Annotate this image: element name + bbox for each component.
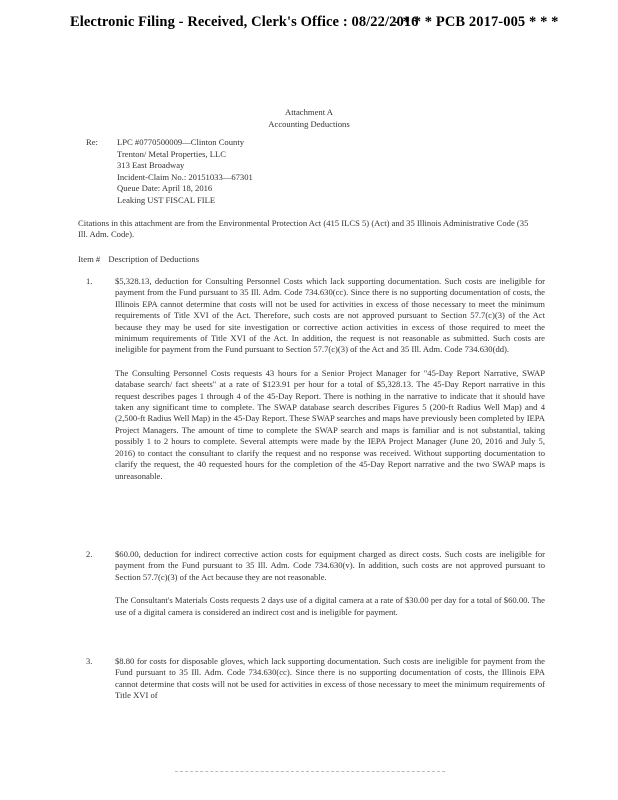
attachment-title [0, 106, 618, 130]
items-header [78, 254, 205, 265]
item-number: 1. [86, 276, 93, 286]
re-line: Leaking UST FISCAL FILE [117, 194, 216, 205]
re-line: Queue Date: April 18, 2016 [117, 183, 213, 194]
deduction-item [78, 656, 545, 702]
item-paragraph: $8.80 for costs for disposable gloves, which lack supporting documentation. Such costs are ineligible for payment from the Fund pursuant to 35 Ill. Adm. Code 734.630(cc). Since there is no supporting documentation of costs, the Illinois EPA cannot determine that costs will not be used for activities in excess of those necessary to meet the minimum requirements of Title XVI of [115, 656, 545, 701]
re-line: Incident-Claim No.: 20151033—67301 [117, 171, 253, 182]
item-number: 3. [86, 656, 93, 666]
deduction-item [78, 549, 545, 618]
item-paragraph: The Consulting Personnel Costs requests 43 hours for a Senior Project Manager for "45-Day Report Narrative, SWAP database search/ fact sheets" at a rate of $123.91 per hour for a total of $5,328.13. The 45-Day Report narrative in this request describes pages 1 through 4 of the 45-Day Report. There is nothing in the narrative to indicate that it should have taken any significant time to complete. The SWAP database search describes Figures 5 (200-ft Radius Well Map) and 4 (2,500-ft Radius Well Map) in the 45-Day Report. These SWAP searches and maps have previously been completed by IEPA Project Managers. The amount of time to complete the SWAP search and maps is familiar and is not substantial, taking possibly 1 to 2 hours to complete. Several attempts were made by the IEPA Project Manager (June 20, 2016 and July 5, 2016) to contact the consultant to clarify the request and no response was received. Without supporting documentation to clarify the request, the 40 requested hours for the completion of the 45-Day Report narrative and the two SWAP maps is unreasonable. [115, 367, 545, 481]
item-paragraph: $60.00, deduction for indirect corrective action costs for equipment charged as direct costs. Such costs are ineligible for payment from the Fund pursuant to 35 Ill. Adm. Code 734.630(v). In addition, such costs are not approved pursuant to Section 57.7(c)(3) of the Act because they are not reasonable. [115, 549, 545, 582]
re-line: Trenton/ Metal Properties, LLC [117, 148, 227, 159]
footer-divider [175, 771, 445, 772]
re-block [117, 137, 253, 207]
pcb-number: - * * * PCB 2017-005 * * * [394, 14, 559, 30]
citation-paragraph: Citations in this attachment are from the Environmental Protection Act (415 ILCS 5) (Act) and 35 Illinois Administrative Code (35 Ill. Adm. Code). [78, 218, 529, 240]
deduction-item [78, 276, 545, 482]
description-heading: Description of Deductions [108, 254, 200, 264]
item-number: 2. [86, 549, 93, 559]
item-paragraph: $5,328.13, deduction for Consulting Personnel Costs which lack supporting documentation. Such costs are ineligible for payment from the Fund pursuant to 35 Ill. Adm. Code 734.630(cc). Since there is no supporting documentation of costs, the Illinois EPA cannot determine that costs will not be used for activities in excess of those necessary to meet the minimum requirements of Title XVI of the Act. Therefore, such costs are not approved pursuant to Section 57.7(c)(3) of the Act because they may be used for site investigation or corrective action activities in excess of those required to meet the minimum requirements of Title XVI of the Act. In addition, the request is not reasonable as submitted. Such costs are ineligible for payment from the Fund pursuant to Section 57.7(c)(3) of the Act and 35 Ill. Adm. Code 734.630(dd). [115, 276, 545, 355]
attachment-subtitle: Accounting Deductions [268, 119, 350, 129]
attachment-label: Attachment A [285, 107, 333, 117]
re-line: LPC #0770500009—Clinton County [117, 137, 245, 147]
filing-stamp: Electronic Filing - Received, Clerk's Office : 08/22/2016 [70, 14, 419, 30]
item-number-heading: Item # [78, 254, 101, 264]
re-label: Re: [86, 137, 98, 147]
re-line: 313 East Broadway [117, 160, 185, 171]
item-paragraph: The Consultant's Materials Costs requests 2 days use of a digital camera at a rate of $30.00 per day for a total of $60.00. The use of a digital camera is considered an indirect cost and is ineligible for payment. [115, 595, 545, 617]
